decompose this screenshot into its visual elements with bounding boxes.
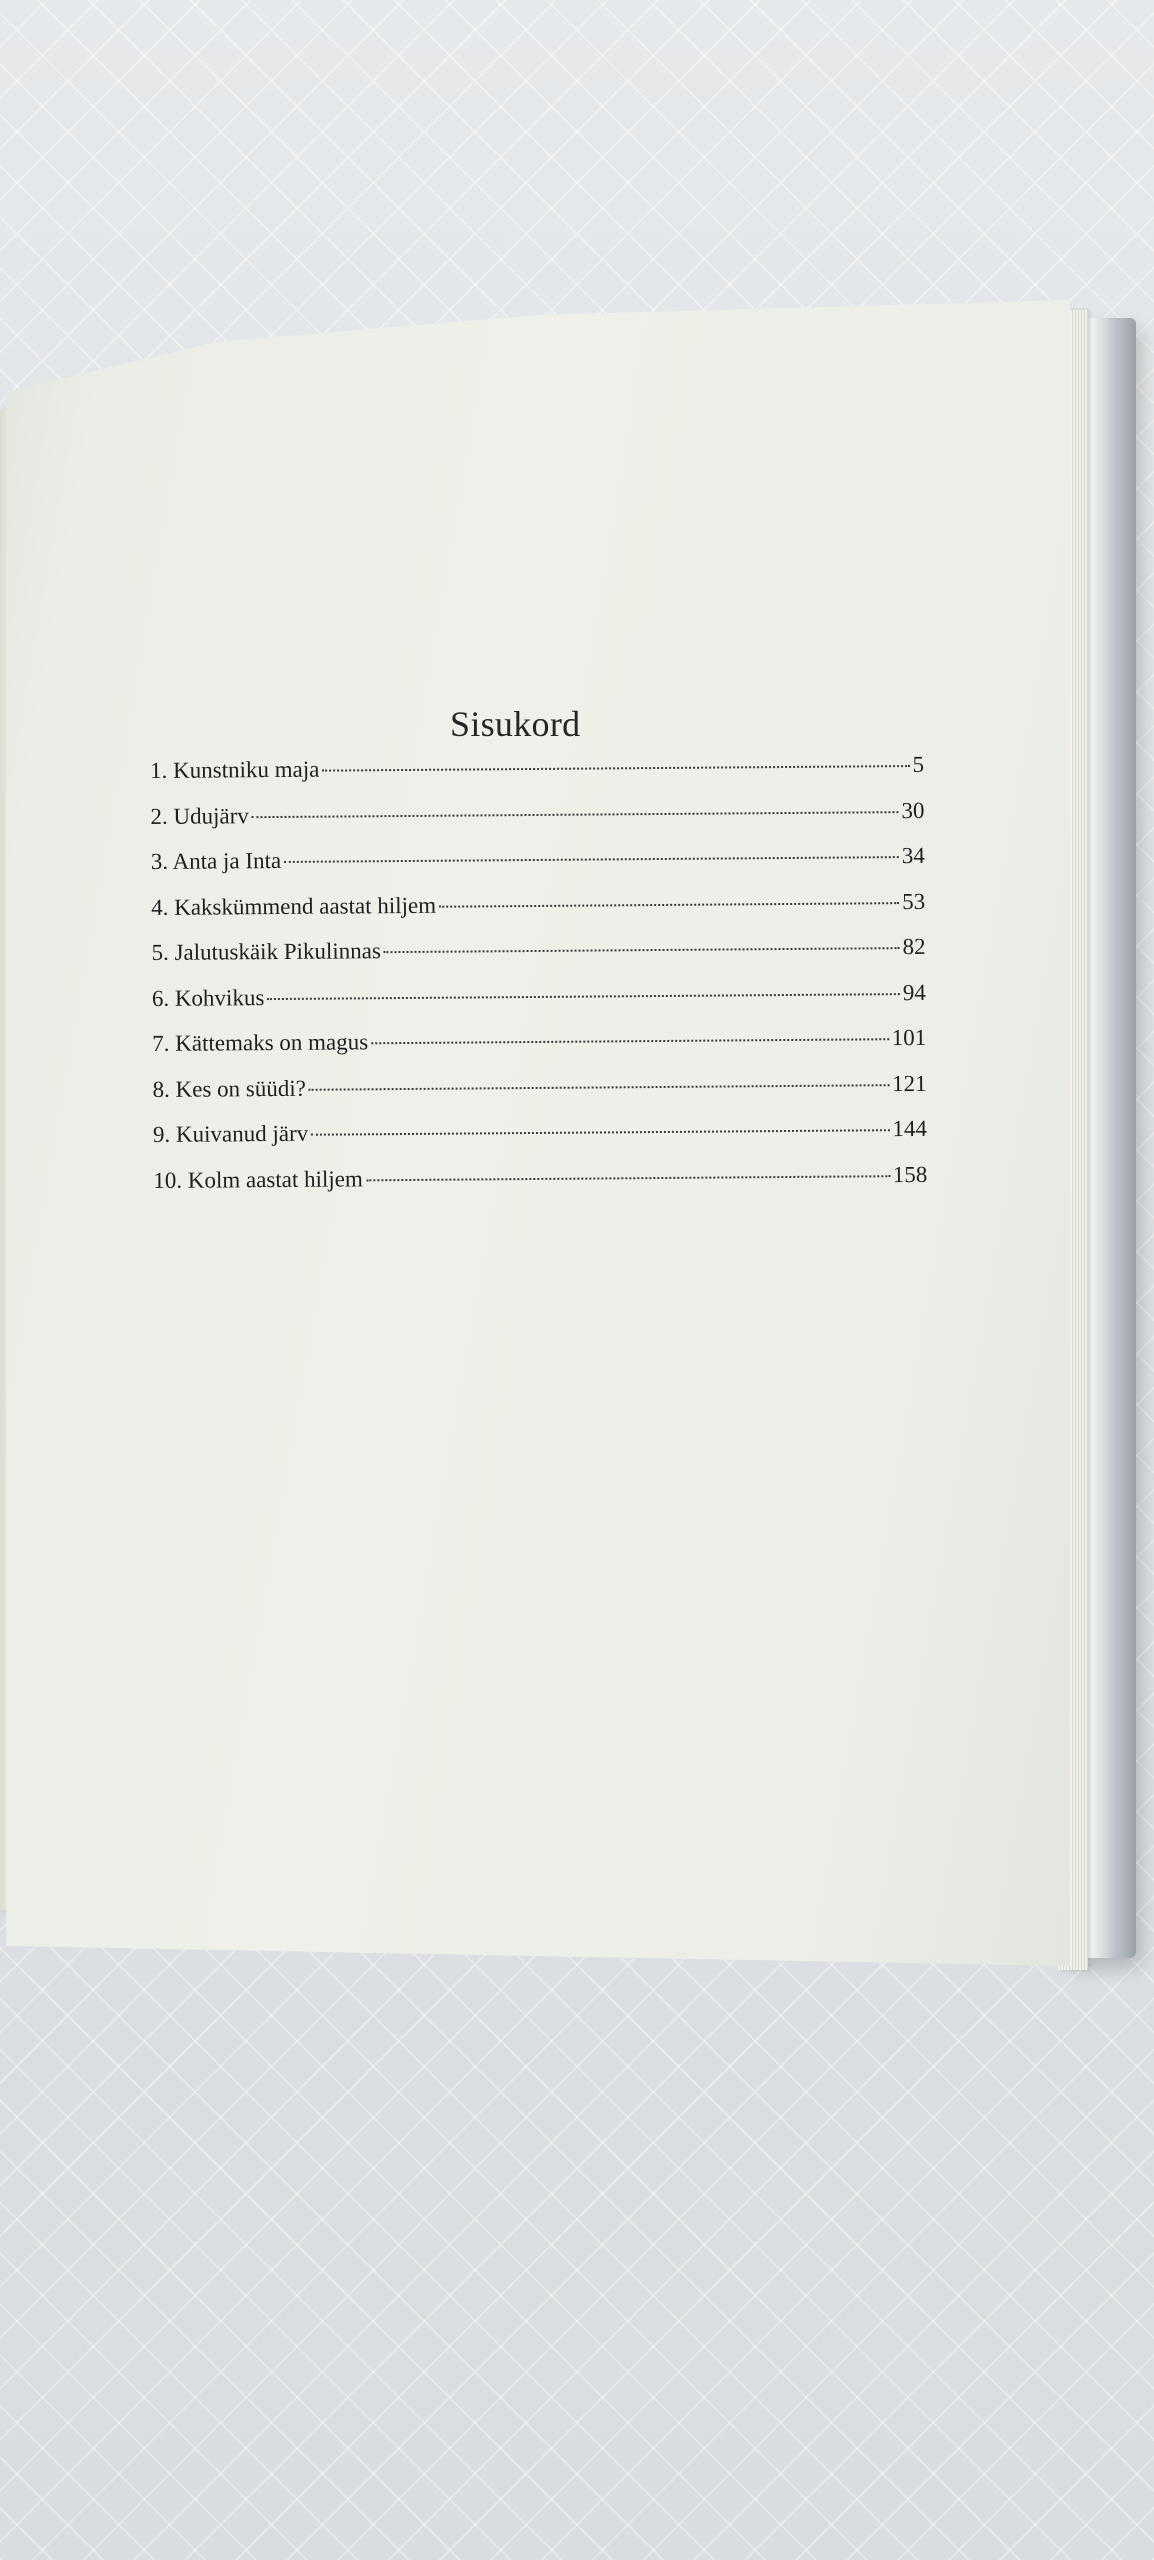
toc-leader-dots (322, 765, 909, 772)
toc-entry-label: 2. Udujärv (150, 802, 249, 829)
toc-entry-label: 6. Kohvikus (151, 984, 265, 1011)
toc-leader-dots (439, 902, 899, 908)
toc-leader-dots (366, 1175, 890, 1181)
toc-entry-page: 158 (892, 1161, 928, 1187)
toc-entry (151, 888, 925, 940)
toc-title: Sisukord (450, 704, 581, 744)
toc-entry-page: 94 (902, 979, 926, 1005)
toc-leader-dots (309, 1084, 889, 1091)
toc-leader-dots (267, 993, 900, 1000)
toc-entry-page: 101 (891, 1024, 927, 1051)
toc-entry (152, 1025, 926, 1077)
toc-leader-dots (311, 1129, 889, 1136)
toc-entry-page: 82 (902, 933, 926, 960)
toc-entry (150, 752, 924, 804)
toc-entry-label: 5. Jalutuskäik Pikulinnas (151, 938, 381, 965)
toc-leader-dots (252, 811, 899, 818)
toc-entry (153, 1116, 927, 1168)
toc-entry-page: 53 (902, 888, 926, 914)
toc-entry-label: 3. Anta ja Inta (150, 847, 282, 874)
toc-entry-label: 7. Kättemaks on magus (152, 1029, 369, 1056)
toc-entry-page: 144 (892, 1115, 928, 1142)
toc-entry (151, 843, 925, 895)
toc-entry (153, 1161, 927, 1213)
toc-entry-page: 121 (891, 1070, 927, 1096)
toc-entry-page: 34 (901, 842, 925, 869)
toc-entry (151, 934, 925, 986)
toc-leader-dots (371, 1038, 889, 1044)
toc-entry (152, 979, 926, 1031)
toc-leader-dots (284, 856, 899, 863)
toc-entry-label: 4. Kakskümmend aastat hiljem (151, 892, 437, 920)
toc-entry (150, 797, 924, 849)
toc-entry-label: 1. Kunstniku maja (150, 756, 320, 783)
toc-entry (153, 1070, 927, 1122)
toc-leader-dots (384, 947, 900, 953)
toc-entry-label: 10. Kolm aastat hiljem (153, 1165, 363, 1193)
toc-entry-label: 8. Kes on süüdi? (152, 1075, 307, 1102)
toc-list (150, 752, 928, 1213)
toc-entry-label: 9. Kuivanud järv (152, 1120, 309, 1147)
toc-entry-page: 5 (912, 751, 925, 778)
toc-entry-page: 30 (901, 797, 925, 823)
